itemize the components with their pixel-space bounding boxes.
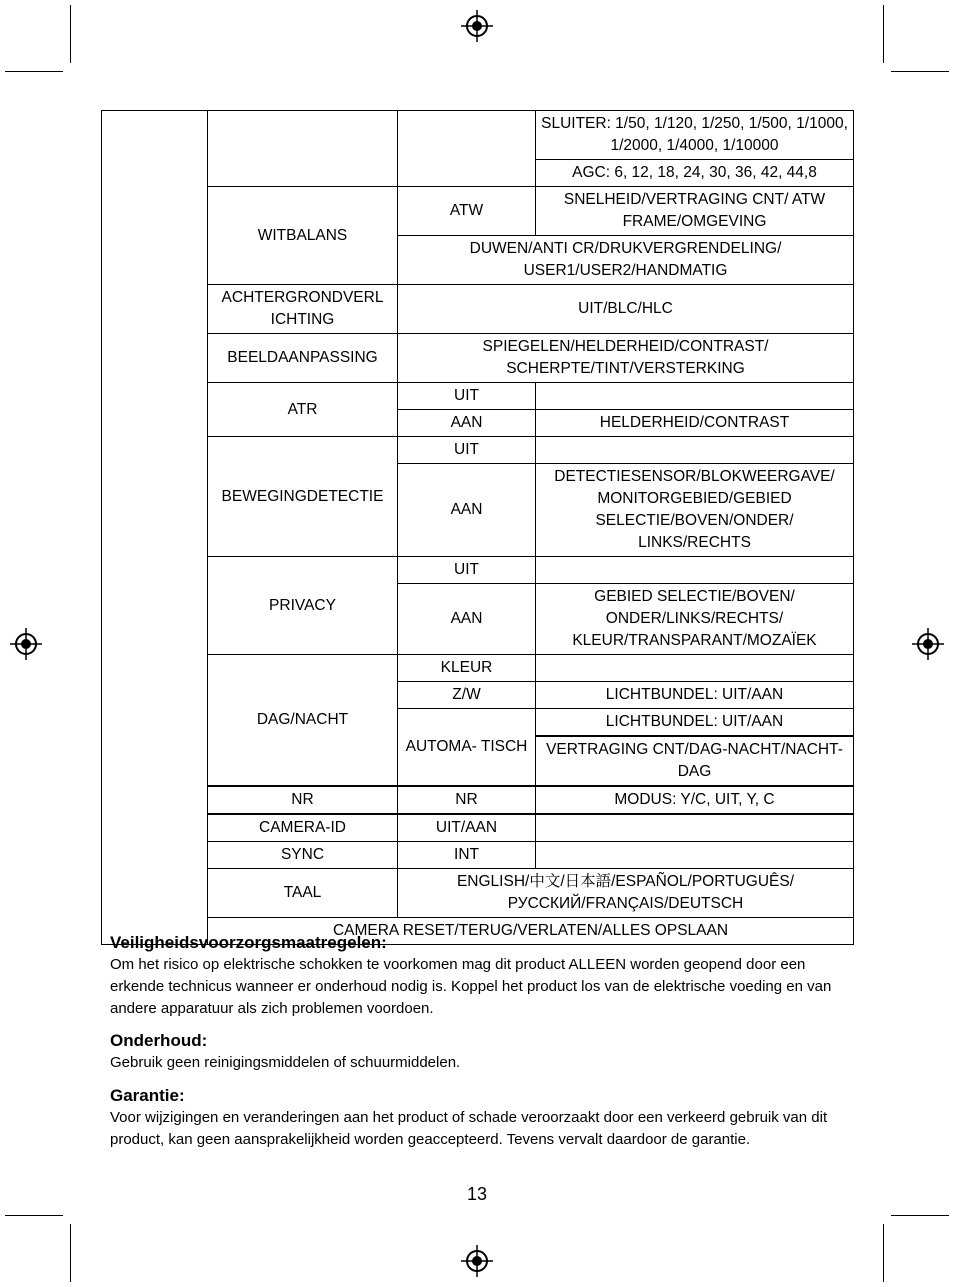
reset-options: CAMERA RESET/TERUG/VERLATEN/ALLES OPSLAAN [208,918,854,945]
language-label: TAAL [208,869,398,918]
bw-beam-options: LICHTBUNDEL: UIT/AAN [536,682,854,709]
warranty-section [110,1085,850,1151]
image-adjust-options: SPIEGELEN/HELDERHEID/CONTRAST/ SCHERPTE/TINT/VERSTERKING [398,334,854,383]
camera-id-options: UIT/AAN [398,814,536,842]
privacy-on: AAN [398,584,536,655]
safety-text: Om het risico op elektrische schokken te voorkomen mag dit product ALLEEN worden geopend door een erkende technicus wanneer er onderhoud nodig is. Koppel het product los van de elektrische voeding en van andere apparatuur als zich problemen voordoen. [110,956,832,1017]
warranty-text: Voor wijzigingen en veranderingen aan het product of schade veroorzaakt door een verkeerd gebruik van dit product, kan geen aansprakelijkheid worden geaccepteerd. Tevens vervalt daardoor de garantie. [110,1109,828,1148]
warranty-heading: Garantie: [110,1086,185,1105]
daynight-color: KLEUR [398,655,536,682]
nr-value: NR [398,786,536,814]
registration-mark-icon [10,628,42,660]
registration-mark-icon [461,10,493,42]
empty-cell [536,557,854,584]
empty-cell [536,655,854,682]
atw-options: SNELHEID/VERTRAGING CNT/ ATW FRAME/OMGEVING [536,187,854,236]
crop-mark [5,1215,63,1216]
crop-mark [5,71,63,72]
nr-mode: MODUS: Y/C, UIT, Y, C [536,786,854,814]
empty-cell [536,842,854,869]
privacy-off: UIT [398,557,536,584]
motion-on: AAN [398,464,536,557]
witbalans-modes: DUWEN/ANTI CR/DRUKVERGRENDELING/ USER1/USER2/HANDMATIG [398,236,854,285]
atr-options: HELDERHEID/CONTRAST [536,410,854,437]
camera-id-label: CAMERA-ID [208,814,398,842]
auto-delay-options: VERTRAGING CNT/DAG-NACHT/NACHT-DAG [536,736,854,786]
daynight-label: DAG/NACHT [208,655,398,787]
motion-options: DETECTIESENSOR/BLOKWEERGAVE/ MONITORGEBIED/GEBIED SELECTIE/BOVEN/ONDER/ LINKS/RECHTS [536,464,854,557]
crop-mark [70,1224,71,1282]
maintenance-section [110,1030,850,1074]
daynight-bw: Z/W [398,682,536,709]
registration-mark-icon [912,628,944,660]
safety-section [110,932,850,1020]
empty-first-column [102,111,208,945]
backlight-options: UIT/BLC/HLC [398,285,854,334]
language-options: ENGLISH/中文/日本語/ESPAÑOL/PORTUGUÊS/ РУССКИЙ/FRANÇAIS/DEUTSCH [398,869,854,918]
registration-mark-icon [461,1245,493,1277]
sync-label: SYNC [208,842,398,869]
maintenance-heading: Onderhoud: [110,1031,208,1050]
auto-beam-options: LICHTBUNDEL: UIT/AAN [536,709,854,737]
menu-spec-table [101,110,854,945]
nr-label: NR [208,786,398,814]
shutter-options: SLUITER: 1/50, 1/120, 1/250, 1/500, 1/1000, 1/2000, 1/4000, 1/10000 [536,111,854,160]
atr-on: AAN [398,410,536,437]
motion-off: UIT [398,437,536,464]
page-number: 13 [466,1184,488,1204]
privacy-label: PRIVACY [208,557,398,655]
atw-label: ATW [398,187,536,236]
crop-mark [70,5,71,63]
empty-cell [536,437,854,464]
privacy-options: GEBIED SELECTIE/BOVEN/ ONDER/LINKS/RECHTS/ KLEUR/TRANSPARANT/MOZAÏEK [536,584,854,655]
empty-cell [398,111,536,187]
maintenance-text: Gebruik geen reinigingsmiddelen of schuurmiddelen. [110,1054,461,1071]
atr-label: ATR [208,383,398,437]
motion-label: BEWEGINGDETECTIE [208,437,398,557]
crop-mark [883,1224,884,1282]
daynight-auto: AUTOMA- TISCH [398,709,536,787]
crop-mark [891,1215,949,1216]
backlight-label: ACHTERGRONDVERL ICHTING [208,285,398,334]
crop-mark [891,71,949,72]
atr-off: UIT [398,383,536,410]
empty-cell [208,111,398,187]
safety-heading: Veiligheidsvoorzorgsmaatregelen: [110,933,387,952]
empty-cell [536,814,854,842]
image-adjust-label: BEELDAANPASSING [208,334,398,383]
sync-value: INT [398,842,536,869]
empty-cell [536,383,854,410]
witbalans-label: WITBALANS [208,187,398,285]
agc-options: AGC: 6, 12, 18, 24, 30, 36, 42, 44,8 [536,160,854,187]
crop-mark [883,5,884,63]
